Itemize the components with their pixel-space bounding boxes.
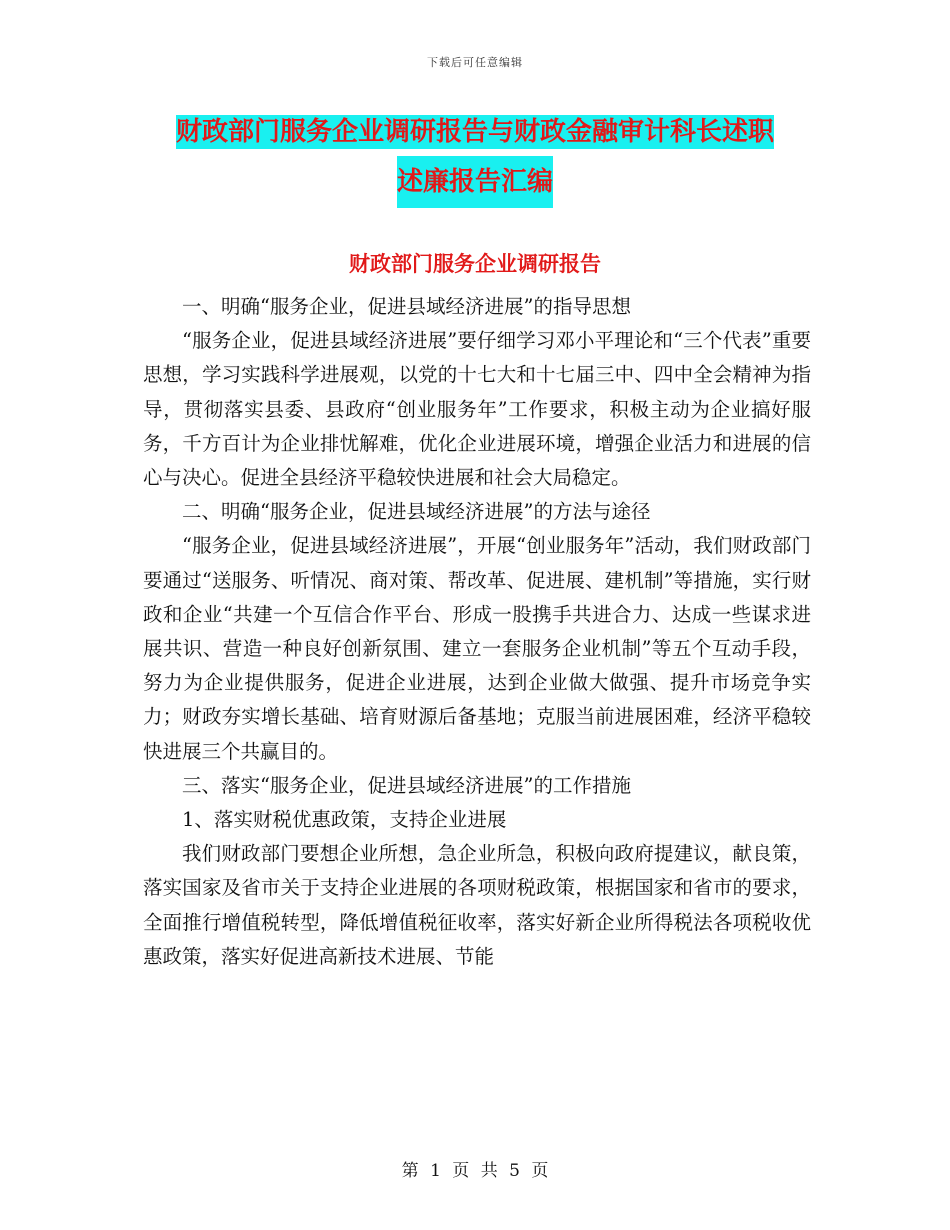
paragraph-subheading-1: 1、落实财税优惠政策，支持企业进展 bbox=[182, 808, 507, 832]
paragraph-heading-3: 三、落实“服务企业，促进县域经济进展”的工作措施 bbox=[182, 773, 631, 797]
document-title-line1: 财政部门服务企业调研报告与财政金融审计科长述职 bbox=[175, 117, 774, 147]
document-title-line2: 述廉报告汇编 bbox=[397, 156, 553, 208]
paragraph: “服务企业，促进县域经济进展”要仔细学习邓小平理论和“三个代表”重要思想，学习实践科学进展观，以党的十七大和十七届三中、四中全会精神为指导，贯彻落实县委、县政府“创业服务年”工作要求，积极主动为企业搞好服务，千方百计为企业排忧解难，优化企业进展环境，增强企业活力和进展的信心与决心。促进全县经济平稳较快进展和社会大局稳定。 bbox=[143, 329, 811, 490]
header-note: 下载后可任意编辑 bbox=[427, 56, 523, 69]
page-footer: 第 1 页 共 5 页 bbox=[401, 1161, 549, 1181]
paragraph: 我们财政部门要想企业所想，急企业所急，积极向政府提建议，献良策，落实国家及省市关于支持企业进展的各项财税政策，根据国家和省市的要求，全面推行增值税转型，降低增值税征收率，落实好新企业所得税法各项税收优惠政策，落实好促进高新技术进展、节能 bbox=[143, 842, 811, 968]
section-title: 财政部门服务企业调研报告 bbox=[349, 252, 601, 276]
paragraph: “服务企业，促进县域经济进展”，开展“创业服务年”活动，我们财政部门要通过“送服务、听情况、商对策、帮改革、促进展、建机制”等措施，实行财政和企业“共建一个互信合作平台、形成一股携手共进合力、达成一些谋求进展共识、营造一种良好创新氛围、建立一套服务企业机制”等五个互动手段，努力为企业提供服务，促进企业进展，达到企业做大做强、提升市场竞争实力；财政夯实增长基础、培育财源后备基地；克服当前进展困难，经济平稳较快进展三个共赢目的。 bbox=[143, 534, 811, 763]
paragraph-heading-1: 一、明确“服务企业，促进县域经济进展”的指导思想 bbox=[182, 295, 631, 318]
document-title bbox=[0, 108, 950, 208]
paragraph-heading-2: 二、明确“服务企业，促进县域经济进展”的方法与途径 bbox=[182, 500, 651, 524]
body-text bbox=[143, 290, 811, 974]
